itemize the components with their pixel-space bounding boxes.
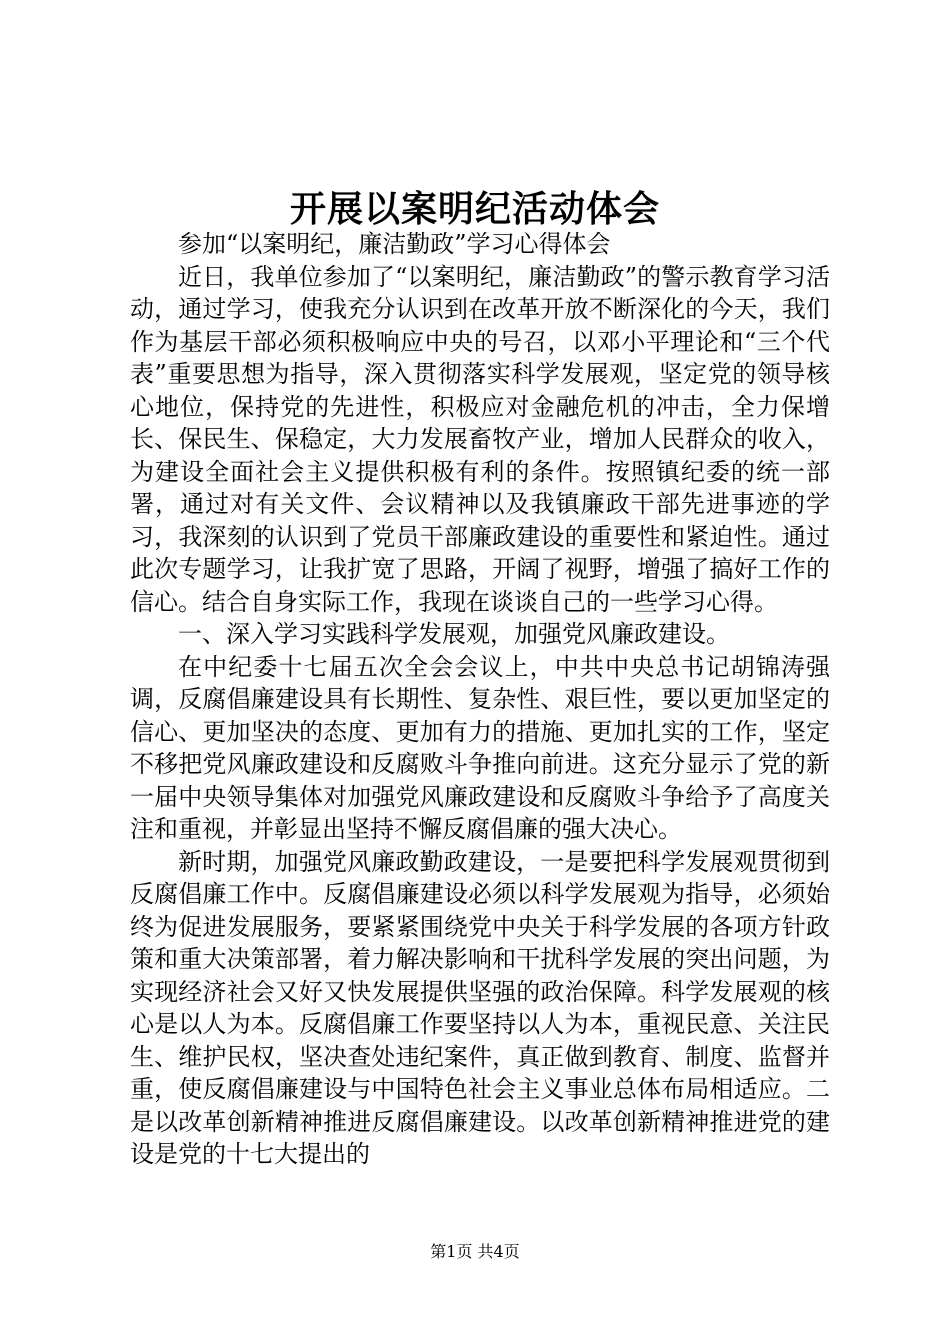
paragraph: 新时期，加强党风廉政勤政建设，一是要把科学发展观贯彻到反腐倡廉工作中。反腐倡廉建设必须以科学发展观为指导，必须始终为促进发展服务，要紧紧围绕党中央关于科学发展的各项方针政策和重大决策部署，着力解决影响和干扰科学发展的突出问题，为实现经济社会又好又快发展提供坚强的政治保障。科学发展观的核心是以人为本。反腐倡廉工作要坚持以人为本，重视民意、关注民生、维护民权，坚决查处违纪案件，真正做到教育、制度、监督并重，使反腐倡廉建设与中国特色社会主义事业总体布局相适应。二是以改革创新精神推进反腐倡廉建设。以改革创新精神推进党的建设是党的十七大提出的 (130, 847, 830, 1168)
section-heading: 一、深入学习实践科学发展观，加强党风廉政建设。 (178, 620, 730, 648)
paragraph-subtitle: 参加“以案明纪，廉洁勤政”学习心得体会 (178, 230, 611, 258)
page-number-footer: 第1页 共4页 (430, 1242, 520, 1261)
document-title: 开展以案明纪活动体会 (289, 188, 660, 230)
paragraph: 在中纪委十七届五次全会会议上，中共中央总书记胡锦涛强调，反腐倡廉建设具有长期性、复杂性、艰巨性，要以更加坚定的信心、更加坚决的态度、更加有力的措施、更加扎实的工作，坚定不移把党风廉政建设和反腐败斗争推向前进。这充分显示了党的新一届中央领导集体对加强党风廉政建设和反腐败斗争给予了高度关注和重视，并彰显出坚持不懈反腐倡廉的强大决心。 (130, 652, 830, 843)
paragraph: 近日，我单位参加了“以案明纪，廉洁勤政”的警示教育学习活动，通过学习，使我充分认识到在改革开放不断深化的今天，我们作为基层干部必须积极响应中央的号召，以邓小平理论和“三个代表”重要思想为指导，深入贯彻落实科学发展观，坚定党的领导核心地位，保持党的先进性，积极应对金融危机的冲击，全力保增长、保民生、保稳定，大力发展畜牧产业，增加人民群众的收入，为建设全面社会主义提供积极有利的条件。按照镇纪委的统一部署，通过对有关文件、会议精神以及我镇廉政干部先进事迹的学习，我深刻的认识到了党员干部廉政建设的重要性和紧迫性。通过此次专题学习，让我扩宽了思路，开阔了视野，增强了搞好工作的信心。结合自身实际工作，我现在谈谈自己的一些学习心得。 (130, 262, 830, 616)
document-body (130, 228, 830, 1171)
